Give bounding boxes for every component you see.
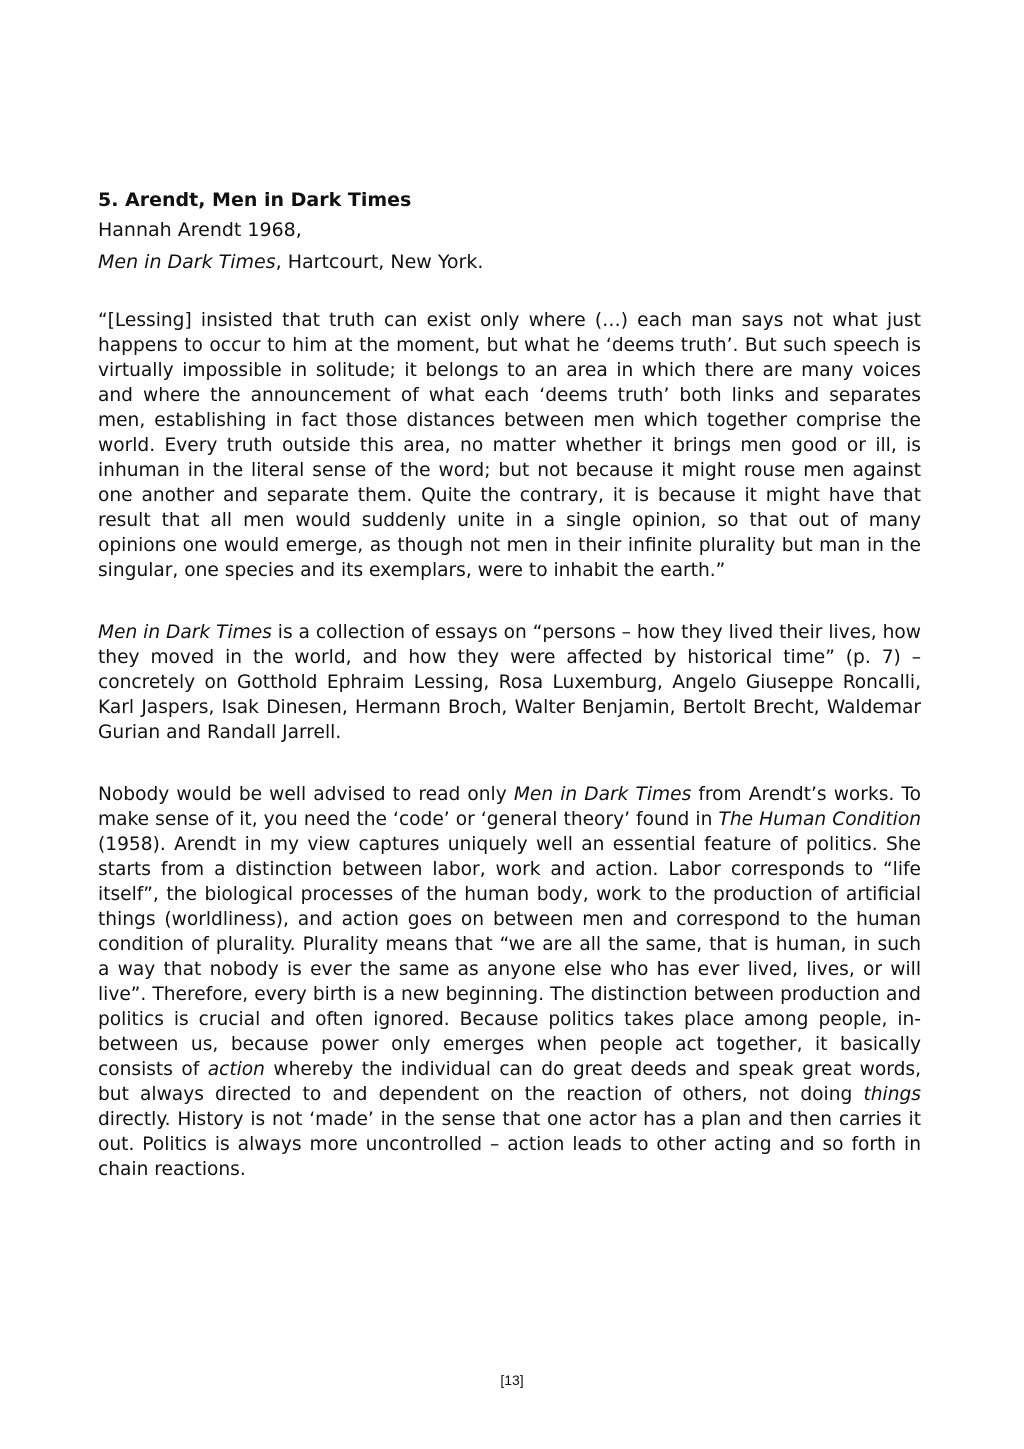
- book-title-italic: Men in Dark Times: [98, 622, 272, 643]
- section-heading: 5. Arendt, Men in Dark Times: [98, 189, 412, 211]
- paragraph-analysis: [98, 782, 921, 1182]
- quote-paragraph: “[Lessing] insisted that truth can exist only where (…) each man says not what just happens to occur to him at the moment, but what he ‘deems truth’. But such speech is virtually impossible in solitude; it belongs to an area in which there are many voices and where the announcement of what each ‘deems truth’ both links and separates men, establishing in fact those distances between men which together comprise the world. Every truth outside this area, no matter whether it brings men good or ill, is inhuman in the literal sense of the word; but not because it might rouse men against one another and separate them. Quite the contrary, it is because it might have that result that all men would suddenly unite in a single opinion, so that out of many opinions one would emerge, as though not men in their infinite plurality but man in the singular, one species and its exemplars, were to inhabit the earth.”: [98, 310, 921, 581]
- reference-author-year: Hannah Arendt 1968,: [98, 219, 302, 241]
- book-title-italic: Men in Dark Times: [513, 784, 692, 805]
- paragraph-text: is a collection of essays on “persons – how they lived their lives, how they moved in the world, and how they were affected by historical time” (p. 7) – concretely on Gotthold Ephraim Lessing, Rosa Luxemburg, Angelo Giuseppe Roncalli, Karl Jaspers, Isak Dinesen, Hermann Broch, Walter Benjamin, Bertolt Brecht, Waldemar Gurian and Randall Jarrell.: [98, 622, 921, 743]
- book-title: Men in Dark Times: [98, 251, 276, 273]
- paragraph-text: Nobody would be well advised to read only: [98, 784, 514, 805]
- paragraph-collection-description: [98, 620, 921, 745]
- book-title-italic: The Human Condition: [718, 809, 921, 830]
- paragraph-text: (1958). Arendt in my view captures uniquely well an essential feature of politics. She starts from a distinction between labor, work and action. Labor corresponds to “life itself”, the biological processes of the human body, work to the production of artificial things (worldliness), and action goes on between men and correspond to the human condition of plurality. Plurality means that “we are all the same, that is human, in such a way that nobody is ever the same as anyone else who has ever lived, lives, or will live”. Therefore, every birth is a new beginning. The distinction between production and politics is crucial and often ignored. Because politics takes place among people, in-between us, because power only emerges when people act together, it basically consists of: [98, 834, 921, 1080]
- emphasis-italic: action: [207, 1059, 265, 1080]
- paragraph-text: from Arendt’s works. To make sense of it, you need the ‘code’ or ‘general theory’ found in: [98, 784, 921, 830]
- publisher-text: , Hartcourt, New York.: [275, 251, 484, 273]
- emphasis-italic: things: [863, 1084, 921, 1105]
- paragraph-text: directly. History is not ‘made’ in the sense that one actor has a plan and then carries it out. Politics is always more uncontrolled – action leads to other acting and so forth in chain reactions.: [98, 1109, 921, 1180]
- reference-publication: [98, 246, 921, 278]
- document-page: [98, 186, 921, 1182]
- page-number: [13]: [500, 1372, 524, 1388]
- paragraph-text: whereby the individual can do great deeds and speak great words, but always directed to and dependent on the reaction of others, not doing: [98, 1059, 921, 1105]
